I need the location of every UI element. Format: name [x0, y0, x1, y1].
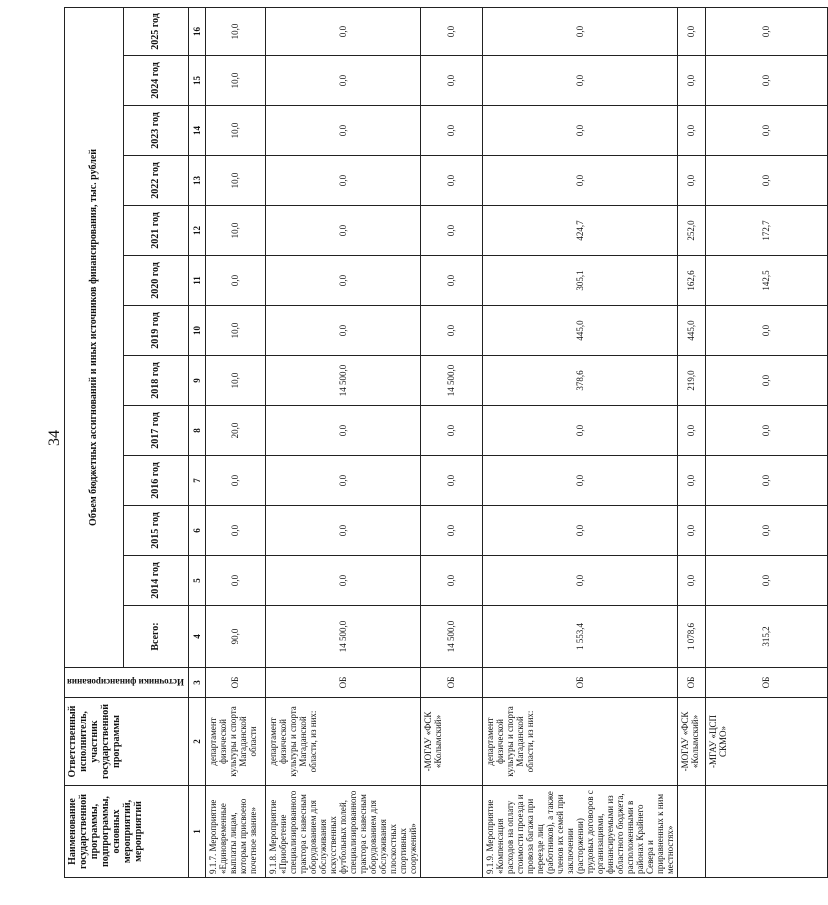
row-year-value-cell: 14 500,0 — [420, 356, 482, 406]
row-total-cell: 14 500,0 — [265, 606, 420, 668]
row-total-cell: 1 078,6 — [677, 606, 705, 668]
row-year-value-cell: 0,0 — [205, 556, 265, 606]
row-year-value-cell: 0,0 — [420, 306, 482, 356]
col-header-year: 2014 год — [123, 556, 188, 606]
index-cell: 11 — [188, 256, 205, 306]
row-source-cell: ОБ — [482, 668, 677, 698]
row-name-cell: 9.1.7. Мероприятие «Единовременные выплаты лицам, которым присвоено почетное звание» — [205, 786, 265, 878]
row-year-value-cell: 0,0 — [420, 206, 482, 256]
row-year-value-cell: 0,0 — [482, 556, 677, 606]
row-year-value-cell: 0,0 — [265, 556, 420, 606]
row-year-value-cell: 0,0 — [265, 7, 420, 55]
row-year-value-cell: 305,1 — [482, 256, 677, 306]
row-year-value-cell: 0,0 — [705, 106, 827, 156]
row-year-value-cell: 0,0 — [205, 256, 265, 306]
table-row — [677, 7, 705, 877]
row-year-value-cell: 10,0 — [205, 7, 265, 55]
row-year-value-cell: 10,0 — [205, 306, 265, 356]
row-year-value-cell: 0,0 — [265, 506, 420, 556]
row-year-value-cell: 0,0 — [705, 56, 827, 106]
row-source-cell: ОБ — [205, 668, 265, 698]
row-total-cell: 90,0 — [205, 606, 265, 668]
index-cell: 5 — [188, 556, 205, 606]
row-year-value-cell: 10,0 — [205, 356, 265, 406]
row-total-cell: 14 500,0 — [420, 606, 482, 668]
row-year-value-cell: 0,0 — [420, 7, 482, 55]
row-year-value-cell: 0,0 — [205, 506, 265, 556]
index-row — [188, 7, 205, 877]
col-header-year: 2025 год — [123, 7, 188, 55]
row-year-value-cell: 378,6 — [482, 356, 677, 406]
col-header-source-text: Источники финансирования — [67, 677, 184, 688]
row-year-value-cell: 0,0 — [265, 156, 420, 206]
col-header-funding: Объем бюджетных ассигнований и иных источников финансирования, тыс. рублей — [65, 7, 124, 667]
row-year-value-cell: 10,0 — [205, 56, 265, 106]
row-year-value-cell: 0,0 — [420, 456, 482, 506]
row-year-value-cell: 0,0 — [420, 256, 482, 306]
row-name-cell: 9.1.9. Мероприятие «Компенсация расходов на оплату стоимости проезда и провоза багажа при переезде лиц (работников), а также членов их семей при заключении (расторжении) трудовых договоров с организациями, финансируемыми из областного бюджета, расположенными в районах Крайнего Севера и приравненных к ним местностях» — [482, 786, 677, 878]
index-cell: 8 — [188, 406, 205, 456]
index-cell: 4 — [188, 606, 205, 668]
col-header-name: Наименование государственной программы, подпрограммы, основных мероприятий, мероприятий — [65, 786, 189, 878]
row-year-value-cell: 0,0 — [482, 506, 677, 556]
row-year-value-cell: 142,5 — [705, 256, 827, 306]
row-responsible-cell: департамент физической культуры и спорта Магаданской области, из них: — [482, 698, 677, 786]
row-year-value-cell: 445,0 — [677, 306, 705, 356]
row-name-cell — [677, 786, 705, 878]
financing-table — [64, 7, 828, 878]
index-cell: 7 — [188, 456, 205, 506]
row-name-cell: 9.1.8. Мероприятие «Приобретение специализированного трактора с навесным оборудованием для обслуживания искусственных футбольных полей, специализированного трактора с навесным оборудованием для обслуживания плоскостных спортивных сооружений» — [265, 786, 420, 878]
row-year-value-cell: 162,6 — [677, 256, 705, 306]
row-year-value-cell: 0,0 — [705, 156, 827, 206]
row-year-value-cell: 0,0 — [482, 106, 677, 156]
row-year-value-cell: 10,0 — [205, 156, 265, 206]
row-year-value-cell: 0,0 — [265, 206, 420, 256]
index-cell: 1 — [188, 786, 205, 878]
row-name-cell — [420, 786, 482, 878]
row-year-value-cell: 0,0 — [420, 406, 482, 456]
row-year-value-cell: 10,0 — [205, 106, 265, 156]
index-cell: 14 — [188, 106, 205, 156]
table-row — [705, 7, 827, 877]
row-year-value-cell: 0,0 — [705, 506, 827, 556]
row-year-value-cell: 0,0 — [265, 406, 420, 456]
row-year-value-cell: 0,0 — [705, 306, 827, 356]
row-year-value-cell: 0,0 — [705, 556, 827, 606]
row-year-value-cell: 0,0 — [265, 456, 420, 506]
row-year-value-cell: 0,0 — [420, 506, 482, 556]
index-cell: 9 — [188, 356, 205, 406]
index-cell: 13 — [188, 156, 205, 206]
col-header-total: Всего: — [123, 606, 188, 668]
row-year-value-cell: 219,0 — [677, 356, 705, 406]
row-responsible-cell: -МОГАУ «ФСК «Колымский» — [677, 698, 705, 786]
page-number: 34 — [46, 430, 63, 446]
row-year-value-cell: 0,0 — [705, 456, 827, 506]
table-body — [188, 7, 827, 877]
col-header-year: 2019 год — [123, 306, 188, 356]
col-header-year: 2016 год — [123, 456, 188, 506]
table-row — [205, 7, 265, 877]
col-header-year: 2017 год — [123, 406, 188, 456]
table-row — [420, 7, 482, 877]
row-year-value-cell: 0,0 — [482, 456, 677, 506]
row-year-value-cell: 0,0 — [482, 7, 677, 55]
row-year-value-cell: 0,0 — [265, 106, 420, 156]
row-year-value-cell: 0,0 — [677, 106, 705, 156]
col-header-year: 2015 год — [123, 506, 188, 556]
row-year-value-cell: 14 500,0 — [265, 356, 420, 406]
index-cell: 2 — [188, 698, 205, 786]
row-total-cell: 315,2 — [705, 606, 827, 668]
row-responsible-cell: -МГАУ «ЦСП СКМО» — [705, 698, 827, 786]
row-year-value-cell: 0,0 — [677, 406, 705, 456]
index-cell: 12 — [188, 206, 205, 256]
row-year-value-cell: 252,0 — [677, 206, 705, 256]
index-cell: 15 — [188, 56, 205, 106]
row-responsible-cell: -МОГАУ «ФСК «Колымский» — [420, 698, 482, 786]
row-source-cell: ОБ — [420, 668, 482, 698]
row-year-value-cell: 0,0 — [677, 456, 705, 506]
table-row — [265, 7, 420, 877]
row-year-value-cell: 0,0 — [420, 106, 482, 156]
row-year-value-cell: 0,0 — [677, 7, 705, 55]
col-header-responsible: Ответственный исполнитель, участник государственной программы — [65, 698, 189, 786]
row-responsible-cell: департамент физической культуры и спорта Магаданской области — [205, 698, 265, 786]
col-header-year: 2018 год — [123, 356, 188, 406]
row-source-cell: ОБ — [677, 668, 705, 698]
row-year-value-cell: 0,0 — [482, 56, 677, 106]
row-responsible-cell: департамент физической культуры и спорта Магаданской области, из них: — [265, 698, 420, 786]
row-year-value-cell: 0,0 — [482, 406, 677, 456]
row-year-value-cell: 172,7 — [705, 206, 827, 256]
row-year-value-cell: 0,0 — [677, 556, 705, 606]
col-header-source — [65, 668, 189, 698]
col-header-year: 2023 год — [123, 106, 188, 156]
row-year-value-cell: 424,7 — [482, 206, 677, 256]
row-year-value-cell: 0,0 — [705, 356, 827, 406]
index-cell: 16 — [188, 7, 205, 55]
row-year-value-cell: 0,0 — [265, 56, 420, 106]
row-year-value-cell: 0,0 — [677, 156, 705, 206]
row-year-value-cell: 445,0 — [482, 306, 677, 356]
row-year-value-cell: 0,0 — [705, 7, 827, 55]
col-header-year: 2024 год — [123, 56, 188, 106]
row-year-value-cell: 0,0 — [420, 56, 482, 106]
row-source-cell: ОБ — [705, 668, 827, 698]
row-year-value-cell: 0,0 — [705, 406, 827, 456]
row-year-value-cell: 0,0 — [265, 256, 420, 306]
row-total-cell: 1 553,4 — [482, 606, 677, 668]
row-name-cell — [705, 786, 827, 878]
index-cell: 3 — [188, 668, 205, 698]
col-header-year: 2020 год — [123, 256, 188, 306]
row-year-value-cell: 0,0 — [482, 156, 677, 206]
row-year-value-cell: 0,0 — [677, 56, 705, 106]
row-year-value-cell: 10,0 — [205, 206, 265, 256]
col-header-year: 2022 год — [123, 156, 188, 206]
col-header-year: 2021 год — [123, 206, 188, 256]
row-year-value-cell: 0,0 — [420, 556, 482, 606]
row-year-value-cell: 0,0 — [677, 506, 705, 556]
rotated-table-container — [64, 8, 772, 878]
row-year-value-cell: 0,0 — [420, 156, 482, 206]
table-row — [482, 7, 677, 877]
index-cell: 10 — [188, 306, 205, 356]
row-year-value-cell: 0,0 — [205, 456, 265, 506]
row-source-cell: ОБ — [265, 668, 420, 698]
index-cell: 6 — [188, 506, 205, 556]
row-year-value-cell: 20,0 — [205, 406, 265, 456]
row-year-value-cell: 0,0 — [265, 306, 420, 356]
